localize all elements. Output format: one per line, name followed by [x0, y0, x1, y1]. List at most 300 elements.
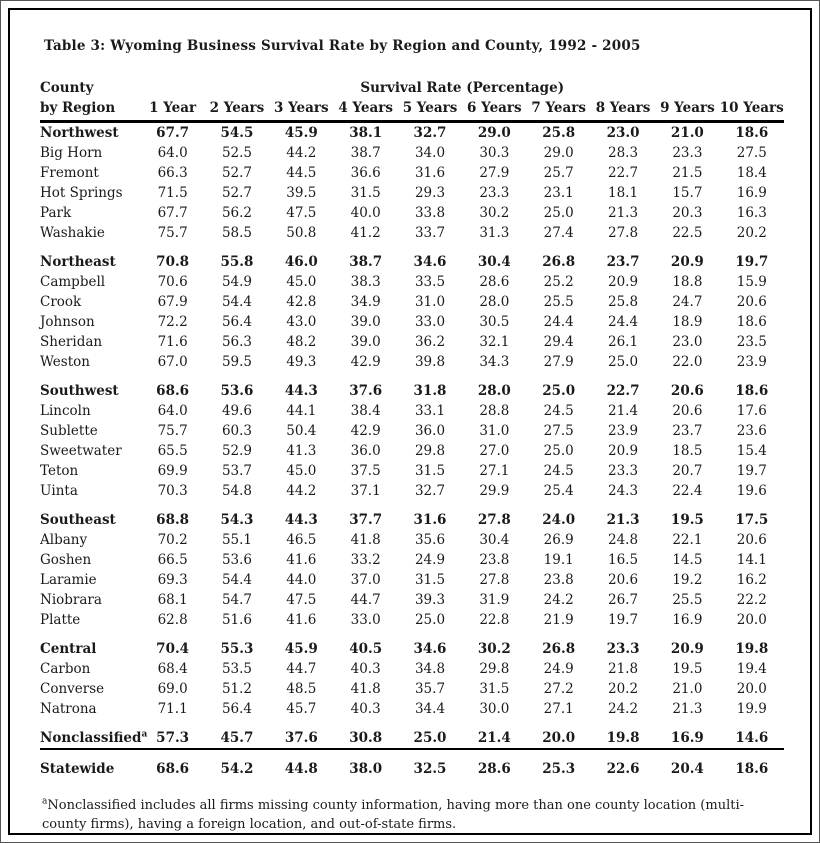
- value-cell: 41.6: [286, 612, 317, 628]
- value-cell: 44.3: [284, 383, 318, 399]
- corner-header-county: County: [40, 80, 94, 96]
- value-cell: 29.9: [479, 483, 510, 499]
- value-cell: 68.8: [156, 512, 190, 528]
- table-row: [40, 590, 784, 610]
- table-row: [40, 461, 784, 481]
- value-cell: 31.5: [414, 463, 446, 479]
- value-cell: 32.5: [413, 761, 447, 777]
- value-cell: 70.2: [157, 532, 188, 548]
- county-label: Hot Springs: [40, 185, 123, 201]
- value-cell: 29.0: [543, 145, 574, 161]
- county-label: Platte: [40, 612, 81, 628]
- table-row: [40, 550, 784, 570]
- footnote-text: Nonclassified includes all firms missing county information, having more than one county location (multi-county firms), having a foreign location, and out-of-state firms.: [42, 798, 745, 832]
- value-cell: 31.0: [414, 294, 446, 310]
- county-label: Central: [40, 641, 97, 657]
- value-cell: 23.8: [479, 552, 510, 568]
- county-label: Johnson: [40, 314, 95, 330]
- value-cell: 20.9: [670, 641, 704, 657]
- value-cell: 19.1: [543, 552, 574, 568]
- value-cell: 64.0: [157, 403, 188, 419]
- value-cell: 25.0: [398, 728, 462, 749]
- value-cell: 52.9: [221, 443, 252, 459]
- value-cell: 18.4: [736, 165, 767, 181]
- value-cell: 52.7: [221, 165, 252, 181]
- value-cell: 23.7: [672, 423, 703, 439]
- value-cell: 25.0: [543, 205, 574, 221]
- value-cell: 16.9: [736, 185, 767, 201]
- value-cell: 18.6: [736, 314, 767, 330]
- table-row: [40, 292, 784, 312]
- value-cell: 25.4: [543, 483, 574, 499]
- value-cell: 30.8: [333, 728, 397, 749]
- value-cell: 41.8: [350, 681, 381, 697]
- value-cell: 28.0: [477, 383, 511, 399]
- value-cell: 36.0: [350, 443, 381, 459]
- table-row: [40, 639, 784, 659]
- value-cell: 49.3: [286, 354, 317, 370]
- value-cell: 29.8: [414, 443, 446, 459]
- value-cell: 30.2: [479, 205, 510, 221]
- value-cell: 23.9: [608, 423, 639, 439]
- column-header-5-years: 5 Years: [398, 100, 462, 122]
- column-header-6-years: 6 Years: [462, 100, 526, 122]
- value-cell: 29.8: [479, 661, 510, 677]
- value-cell: 38.4: [350, 403, 381, 419]
- value-cell: 33.0: [350, 612, 381, 628]
- value-cell: 34.0: [414, 145, 446, 161]
- value-cell: 18.6: [735, 125, 769, 141]
- value-cell: 34.6: [413, 641, 447, 657]
- value-cell: 31.6: [414, 165, 446, 181]
- value-cell: 24.4: [543, 314, 574, 330]
- value-cell: 44.3: [284, 512, 318, 528]
- value-cell: 20.9: [670, 254, 704, 270]
- value-cell: 53.5: [221, 661, 252, 677]
- value-cell: 16.9: [655, 728, 719, 749]
- table-row: [40, 441, 784, 461]
- value-cell: 53.7: [221, 463, 252, 479]
- value-cell: 54.2: [220, 761, 254, 777]
- value-cell: 69.0: [157, 681, 188, 697]
- value-cell: 49.6: [221, 403, 252, 419]
- value-cell: 21.0: [672, 681, 703, 697]
- value-cell: 14.5: [672, 552, 703, 568]
- value-cell: 32.7: [414, 483, 446, 499]
- value-cell: 55.8: [220, 254, 254, 270]
- value-cell: 72.2: [157, 314, 188, 330]
- value-cell: 27.9: [479, 165, 510, 181]
- county-label: Southeast: [40, 512, 116, 528]
- county-label: Uinta: [40, 483, 78, 499]
- value-cell: 25.5: [672, 592, 703, 608]
- value-cell: 27.2: [543, 681, 574, 697]
- value-cell: 27.1: [479, 463, 510, 479]
- value-cell: 69.3: [157, 572, 188, 588]
- county-label: Teton: [40, 463, 79, 479]
- value-cell: 19.9: [736, 701, 767, 717]
- table-row: [40, 530, 784, 550]
- value-cell: 24.5: [543, 463, 574, 479]
- value-cell: 14.1: [736, 552, 767, 568]
- value-cell: 45.7: [205, 728, 269, 749]
- value-cell: 67.9: [157, 294, 188, 310]
- value-cell: 20.3: [672, 205, 703, 221]
- value-cell: 24.7: [672, 294, 703, 310]
- value-cell: 39.0: [350, 334, 381, 350]
- value-cell: 33.2: [350, 552, 381, 568]
- table-row: [40, 312, 784, 332]
- value-cell: 54.8: [221, 483, 252, 499]
- value-cell: 47.5: [286, 592, 317, 608]
- table-body: [40, 122, 784, 780]
- value-cell: 31.5: [479, 681, 510, 697]
- section-spacer: [40, 749, 784, 759]
- value-cell: 34.8: [414, 661, 446, 677]
- value-cell: 38.0: [349, 761, 383, 777]
- value-cell: 31.9: [479, 592, 510, 608]
- value-cell: 26.8: [542, 641, 576, 657]
- value-cell: 27.5: [736, 145, 767, 161]
- value-cell: 19.4: [736, 661, 767, 677]
- value-cell: 36.0: [414, 423, 446, 439]
- value-cell: 28.6: [477, 761, 511, 777]
- value-cell: 55.3: [220, 641, 254, 657]
- value-cell: 23.7: [606, 254, 640, 270]
- value-cell: 37.0: [350, 572, 381, 588]
- value-cell: 15.4: [736, 443, 767, 459]
- value-cell: 18.8: [672, 274, 703, 290]
- value-cell: 33.1: [414, 403, 446, 419]
- value-cell: 16.9: [672, 612, 703, 628]
- value-cell: 42.9: [350, 354, 381, 370]
- value-cell: 23.3: [608, 463, 639, 479]
- value-cell: 21.3: [608, 205, 639, 221]
- value-cell: 54.5: [220, 125, 254, 141]
- table-row: [40, 143, 784, 163]
- value-cell: 21.0: [670, 125, 704, 141]
- table-row: [40, 272, 784, 292]
- value-cell: 25.7: [543, 165, 574, 181]
- county-label: Southwest: [40, 383, 119, 399]
- value-cell: 60.3: [221, 423, 252, 439]
- table-row: [40, 183, 784, 203]
- value-cell: 31.8: [413, 383, 447, 399]
- table-title: Table 3: Wyoming Business Survival Rate by Region and County, 1992 - 2005: [44, 38, 641, 54]
- value-cell: 28.6: [479, 274, 510, 290]
- value-cell: 27.8: [477, 512, 511, 528]
- value-cell: 44.8: [284, 761, 318, 777]
- value-cell: 24.5: [543, 403, 574, 419]
- value-cell: 25.0: [414, 612, 446, 628]
- value-cell: 38.7: [350, 145, 381, 161]
- value-cell: 17.5: [735, 512, 769, 528]
- value-cell: 27.1: [543, 701, 574, 717]
- value-cell: 19.8: [735, 641, 769, 657]
- value-cell: 25.2: [543, 274, 574, 290]
- value-cell: 22.6: [606, 761, 640, 777]
- value-cell: 27.8: [608, 225, 639, 241]
- value-cell: 58.5: [221, 225, 252, 241]
- value-cell: 34.6: [413, 254, 447, 270]
- column-header-row: [40, 100, 784, 122]
- column-header-2-years: 2 Years: [205, 100, 269, 122]
- value-cell: 23.1: [543, 185, 574, 201]
- table-row: [40, 223, 784, 243]
- value-cell: 26.1: [608, 334, 639, 350]
- value-cell: 18.9: [672, 314, 703, 330]
- value-cell: 38.3: [350, 274, 381, 290]
- column-header-7-years: 7 Years: [527, 100, 591, 122]
- value-cell: 23.3: [479, 185, 510, 201]
- value-cell: 40.0: [350, 205, 381, 221]
- value-cell: 25.3: [542, 761, 576, 777]
- value-cell: 42.9: [350, 423, 381, 439]
- value-cell: 35.7: [414, 681, 446, 697]
- value-cell: 21.3: [606, 512, 640, 528]
- county-label: Campbell: [40, 274, 106, 290]
- table-row: [40, 510, 784, 530]
- value-cell: 53.6: [221, 552, 252, 568]
- value-cell: 39.5: [286, 185, 317, 201]
- value-cell: 56.2: [221, 205, 252, 221]
- value-cell: 67.7: [156, 125, 190, 141]
- value-cell: 18.1: [608, 185, 639, 201]
- footnote: [42, 797, 782, 834]
- value-cell: 45.9: [284, 125, 318, 141]
- section-spacer: [40, 243, 784, 252]
- value-cell: 29.0: [477, 125, 511, 141]
- value-cell: 35.6: [414, 532, 446, 548]
- value-cell: 29.3: [414, 185, 446, 201]
- value-cell: 21.8: [608, 661, 639, 677]
- value-cell: 43.0: [286, 314, 317, 330]
- value-cell: 30.5: [479, 314, 510, 330]
- value-cell: 29.4: [543, 334, 574, 350]
- value-cell: 66.5: [157, 552, 188, 568]
- value-cell: 68.1: [157, 592, 188, 608]
- county-label: Niobrara: [40, 592, 102, 608]
- value-cell: 20.6: [736, 532, 767, 548]
- value-cell: 16.3: [736, 205, 767, 221]
- value-cell: 20.4: [670, 761, 704, 777]
- value-cell: 30.4: [479, 532, 510, 548]
- table-row: [40, 401, 784, 421]
- value-cell: 67.0: [157, 354, 188, 370]
- value-cell: 51.6: [221, 612, 252, 628]
- value-cell: 24.9: [543, 661, 574, 677]
- value-cell: 70.4: [156, 641, 190, 657]
- value-cell: 20.9: [608, 274, 639, 290]
- corner-header-by-region: by Region: [40, 100, 140, 122]
- value-cell: 44.7: [286, 661, 317, 677]
- value-cell: 67.7: [157, 205, 188, 221]
- value-cell: 34.4: [414, 701, 446, 717]
- value-cell: 19.8: [591, 728, 655, 749]
- value-cell: 30.0: [479, 701, 510, 717]
- value-cell: 45.0: [286, 274, 317, 290]
- value-cell: 20.6: [672, 403, 703, 419]
- footnote-reference: a: [141, 729, 148, 740]
- value-cell: 19.5: [672, 661, 703, 677]
- column-header-10-years: 10 Years: [720, 100, 784, 122]
- value-cell: 36.6: [350, 165, 381, 181]
- county-label: Fremont: [40, 165, 99, 181]
- value-cell: 37.6: [269, 728, 333, 749]
- value-cell: 62.8: [157, 612, 188, 628]
- value-cell: 47.5: [286, 205, 317, 221]
- value-cell: 20.6: [608, 572, 639, 588]
- value-cell: 20.6: [736, 294, 767, 310]
- table-row: [40, 163, 784, 183]
- county-label: Converse: [40, 681, 105, 697]
- value-cell: 54.4: [221, 294, 252, 310]
- value-cell: 31.5: [350, 185, 381, 201]
- value-cell: 71.6: [157, 334, 188, 350]
- value-cell: 44.7: [350, 592, 381, 608]
- value-cell: 21.4: [608, 403, 639, 419]
- value-cell: 20.0: [527, 728, 591, 749]
- section-spacer: [40, 501, 784, 510]
- value-cell: 31.5: [414, 572, 446, 588]
- value-cell: 57.3: [140, 728, 204, 749]
- column-header-3-years: 3 Years: [269, 100, 333, 122]
- value-cell: 70.3: [157, 483, 188, 499]
- value-cell: 27.5: [543, 423, 574, 439]
- county-label: Washakie: [40, 225, 105, 241]
- value-cell: 27.0: [479, 443, 510, 459]
- value-cell: 53.6: [220, 383, 254, 399]
- value-cell: 68.6: [156, 383, 190, 399]
- county-label: Nonclassified$^a$: [40, 728, 140, 749]
- value-cell: 40.3: [350, 701, 381, 717]
- value-cell: 32.7: [413, 125, 447, 141]
- table-frame: [8, 8, 812, 835]
- value-cell: 24.8: [608, 532, 639, 548]
- value-cell: 70.8: [156, 254, 190, 270]
- value-cell: 44.2: [286, 145, 317, 161]
- table-row: [40, 728, 784, 749]
- table-row: [40, 570, 784, 590]
- value-cell: 20.0: [736, 612, 767, 628]
- value-cell: 18.5: [672, 443, 703, 459]
- value-cell: 48.5: [286, 681, 317, 697]
- value-cell: 28.8: [479, 403, 510, 419]
- value-cell: 46.0: [284, 254, 318, 270]
- value-cell: 24.2: [543, 592, 574, 608]
- value-cell: 31.0: [479, 423, 510, 439]
- value-cell: 75.7: [157, 423, 188, 439]
- value-cell: 27.4: [543, 225, 574, 241]
- value-cell: 17.6: [736, 403, 767, 419]
- value-cell: 25.0: [608, 354, 639, 370]
- value-cell: 69.9: [157, 463, 188, 479]
- value-cell: 26.7: [608, 592, 639, 608]
- value-cell: 28.0: [479, 294, 510, 310]
- value-cell: 18.6: [735, 383, 769, 399]
- value-cell: 19.2: [672, 572, 703, 588]
- value-cell: 25.8: [608, 294, 639, 310]
- value-cell: 39.8: [414, 354, 446, 370]
- value-cell: 22.4: [672, 483, 703, 499]
- value-cell: 36.2: [414, 334, 446, 350]
- value-cell: 21.3: [672, 701, 703, 717]
- value-cell: 22.0: [672, 354, 703, 370]
- county-label: Sheridan: [40, 334, 103, 350]
- value-cell: 40.3: [350, 661, 381, 677]
- value-cell: 22.7: [608, 165, 639, 181]
- value-cell: 41.3: [286, 443, 317, 459]
- value-cell: 54.7: [221, 592, 252, 608]
- value-cell: 48.2: [286, 334, 317, 350]
- value-cell: 31.6: [413, 512, 447, 528]
- value-cell: 38.1: [349, 125, 383, 141]
- value-cell: 41.6: [286, 552, 317, 568]
- value-cell: 20.0: [736, 681, 767, 697]
- column-header-1-year: 1 Year: [140, 100, 204, 122]
- table-row: [40, 421, 784, 441]
- value-cell: 18.6: [735, 761, 769, 777]
- county-label: Big Horn: [40, 145, 103, 161]
- value-cell: 21.9: [543, 612, 574, 628]
- value-cell: 42.8: [286, 294, 317, 310]
- survival-rate-table: [40, 80, 784, 779]
- table-row: [40, 122, 784, 144]
- value-cell: 19.6: [736, 483, 767, 499]
- value-cell: 65.5: [157, 443, 188, 459]
- value-cell: 51.2: [221, 681, 252, 697]
- county-label: Statewide: [40, 761, 115, 777]
- value-cell: 20.9: [608, 443, 639, 459]
- value-cell: 46.5: [286, 532, 317, 548]
- table-row: [40, 699, 784, 719]
- value-cell: 37.6: [349, 383, 383, 399]
- value-cell: 45.9: [284, 641, 318, 657]
- value-cell: 26.9: [543, 532, 574, 548]
- value-cell: 71.1: [157, 701, 188, 717]
- section-spacer: [40, 630, 784, 639]
- value-cell: 19.7: [736, 463, 767, 479]
- table-header: [40, 80, 784, 122]
- value-cell: 23.6: [736, 423, 767, 439]
- value-cell: 68.6: [156, 761, 190, 777]
- value-cell: 75.7: [157, 225, 188, 241]
- value-cell: 37.5: [350, 463, 381, 479]
- value-cell: 26.8: [542, 254, 576, 270]
- value-cell: 64.0: [157, 145, 188, 161]
- county-label: Sweetwater: [40, 443, 122, 459]
- value-cell: 22.8: [479, 612, 510, 628]
- table-row: [40, 659, 784, 679]
- county-label: Northwest: [40, 125, 119, 141]
- section-spacer: [40, 719, 784, 728]
- value-cell: 33.8: [414, 205, 446, 221]
- county-label: Park: [40, 205, 72, 221]
- value-cell: 31.3: [479, 225, 510, 241]
- value-cell: 40.5: [349, 641, 383, 657]
- county-label: Crook: [40, 294, 82, 310]
- value-cell: 25.0: [543, 443, 574, 459]
- column-header-9-years: 9 Years: [655, 100, 719, 122]
- value-cell: 37.7: [349, 512, 383, 528]
- value-cell: 34.3: [479, 354, 510, 370]
- value-cell: 16.2: [736, 572, 767, 588]
- value-cell: 23.0: [672, 334, 703, 350]
- value-cell: 27.9: [543, 354, 574, 370]
- value-cell: 33.5: [414, 274, 446, 290]
- value-cell: 68.4: [157, 661, 188, 677]
- value-cell: 44.1: [286, 403, 317, 419]
